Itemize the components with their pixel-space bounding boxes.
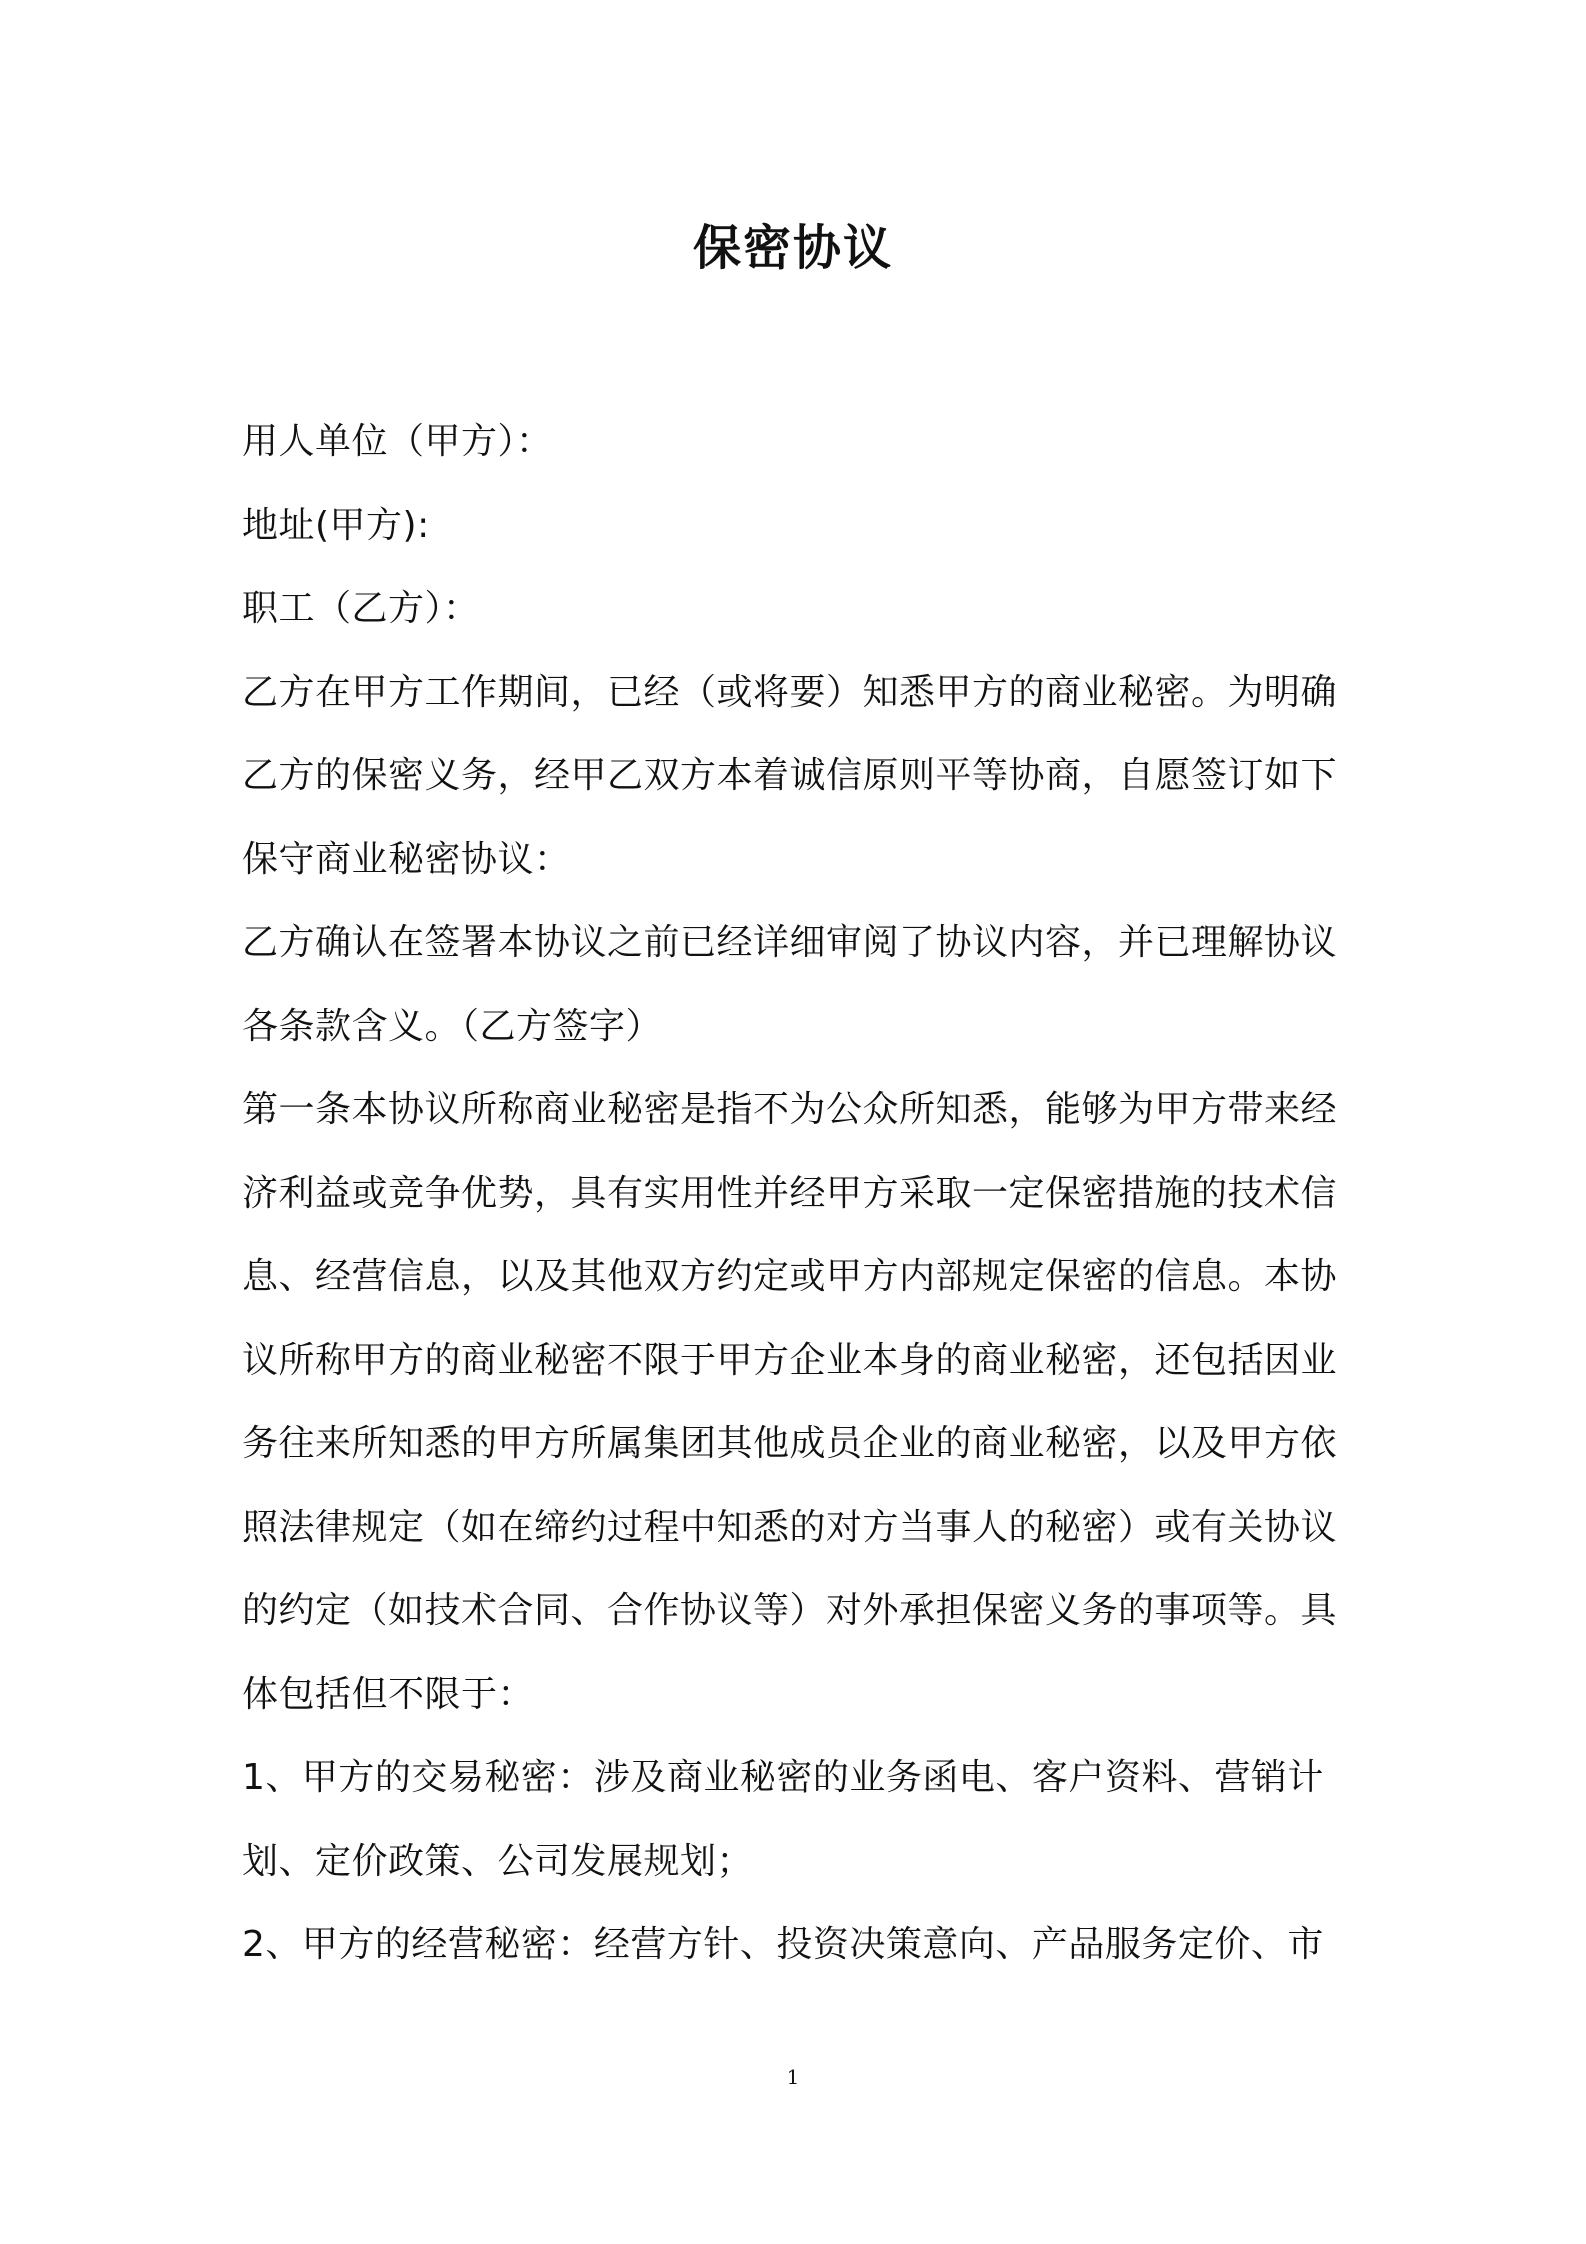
text-line: 职工（乙方）： (242, 588, 480, 629)
text-line: 济利益或竞争优势，具有实用性并经甲方采取一定保密措施的技术信 (242, 1172, 1338, 1214)
text-line: 的约定（如技术合同、合作协议等）对外承担保密义务的事项等。具 (242, 1590, 1338, 1631)
text-line: 议所称甲方的商业秘密不限于甲方企业本身的商业秘密，还包括因业 (242, 1339, 1338, 1381)
document-body (242, 400, 1362, 1987)
text-line: 划、定价政策、公司发展规划； (242, 1840, 754, 1882)
text-line: 第一条本协议所称商业秘密是指不为公众所知悉，能够为甲方带来经 (242, 1089, 1338, 1130)
text-line: 务往来所知悉的甲方所属集团其他成员企业的商业秘密，以及甲方依 (242, 1423, 1338, 1464)
text-line: 2、甲方的经营秘密：经营方针、投资决策意向、产品服务定价、市 (242, 1924, 1324, 1965)
text-line: 地址(甲方): (242, 504, 430, 546)
text-line: 息、经营信息，以及其他双方约定或甲方内部规定保密的信息。本协 (242, 1256, 1338, 1297)
text-line: 保守商业秘密协议： (242, 838, 571, 880)
text-line: 乙方的保密义务，经甲乙双方本着诚信原则平等协商，自愿签订如下 (242, 755, 1338, 796)
page-number: 1 (786, 2065, 800, 2089)
text-line: 1、甲方的交易秘密：涉及商业秘密的业务函电、客户资料、营销计 (242, 1757, 1324, 1798)
text-line: 各条款含义。（乙方签字） (242, 1005, 663, 1047)
text-line: 照法律规定（如在缔约过程中知悉的对方当事人的秘密）或有关协议 (242, 1506, 1338, 1548)
text-line: 用人单位（甲方）： (242, 421, 553, 462)
text-line: 乙方在甲方工作期间，已经（或将要）知悉甲方的商业秘密。为明确 (242, 671, 1338, 713)
document-title: 保密协议 (692, 220, 893, 276)
text-line: 体包括但不限于： (242, 1673, 535, 1715)
text-line: 乙方确认在签署本协议之前已经详细审阅了协议内容，并已理解协议 (242, 922, 1338, 963)
